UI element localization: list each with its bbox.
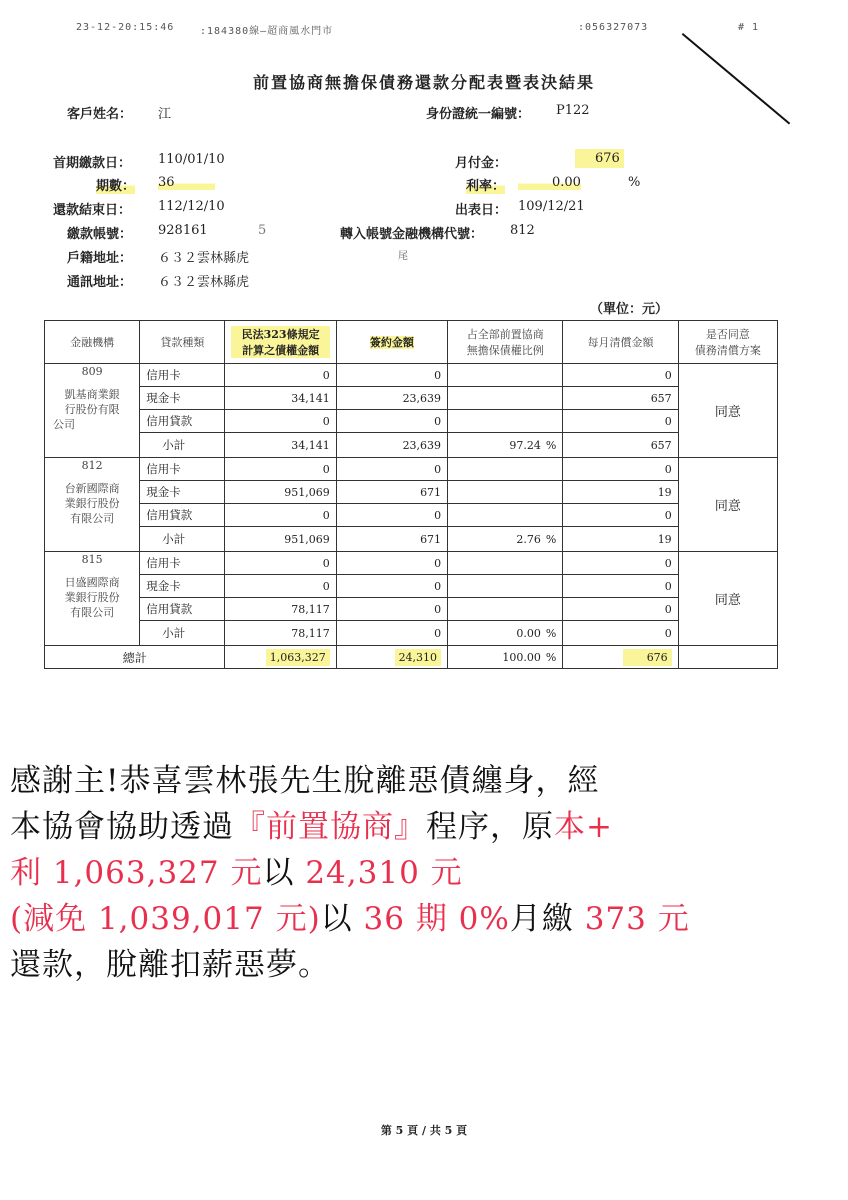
- loan-type: 信用貸款: [140, 410, 225, 433]
- loan-type: 信用卡: [140, 458, 225, 481]
- page-footer: 第 5 頁 / 共 5 頁: [380, 1124, 468, 1137]
- bank-name-line3: 有限公司: [70, 512, 115, 525]
- agree-status: 同意: [678, 458, 777, 552]
- subtotal-agreed: 671: [336, 527, 447, 552]
- subtotal-label: 小計: [140, 621, 225, 646]
- table-row: [45, 481, 778, 504]
- monthly-amount: 0: [563, 410, 678, 433]
- repayment-end-value: 112/12/10: [158, 199, 225, 214]
- fax-number: :056327073: [578, 22, 649, 33]
- client-name-label: 客戶姓名：: [67, 107, 133, 122]
- claim-amount: 0: [225, 364, 336, 387]
- bank-cell-815: [45, 552, 140, 646]
- header-agreed-amount: [336, 321, 447, 364]
- total-monthly-cell: [563, 646, 678, 669]
- ratio-empty: [448, 575, 563, 598]
- percent-sign: %: [545, 532, 557, 546]
- bank-code: 815: [81, 553, 103, 566]
- total-agreed: 24,310: [395, 649, 442, 666]
- agreed-amount: 0: [336, 598, 447, 621]
- ratio-value: 0.00: [516, 626, 541, 640]
- table-row: [45, 575, 778, 598]
- ratio-value: 100.00: [502, 650, 541, 664]
- document-title: 前置協商無擔保債務還款分配表暨表決結果: [252, 73, 595, 92]
- bank-name-line2: 業銀行股份: [64, 591, 120, 604]
- issue-date-value: 109/12/21: [518, 199, 585, 214]
- caption-text: 程序，原: [426, 809, 554, 845]
- monthly-payment-label: 月付金：: [455, 156, 508, 171]
- ratio-empty: [448, 387, 563, 410]
- monthly-payment-value: 676: [575, 149, 624, 168]
- interest-rate-value: 0.00: [518, 175, 581, 190]
- ratio-empty: [448, 598, 563, 621]
- claim-amount: 951,069: [225, 481, 336, 504]
- periods-label: 期數：: [96, 175, 135, 194]
- table-header-row: [45, 321, 778, 364]
- agreed-amount: 0: [336, 364, 447, 387]
- loan-type: 信用卡: [140, 364, 225, 387]
- subtotal-row: [45, 527, 778, 552]
- caption-highlight: 24,310 元: [294, 855, 463, 891]
- caption-text: 以: [262, 855, 295, 891]
- header-bank: 金融機構: [45, 321, 140, 364]
- bank-name-line1: 日盛國際商: [64, 576, 120, 589]
- total-agreed-cell: [336, 646, 447, 669]
- subtotal-label: 小計: [140, 527, 225, 552]
- header-claim-line2: 計算之債權金額: [231, 342, 329, 358]
- subtotal-row: [45, 621, 778, 646]
- subtotal-monthly: 657: [563, 433, 678, 458]
- bank-name-line2: 業銀行股份: [64, 497, 120, 510]
- fax-page: # 1: [738, 22, 760, 33]
- bank-cell-812: [45, 458, 140, 552]
- total-label: 總計: [45, 646, 225, 669]
- monthly-amount: 657: [563, 387, 678, 410]
- mailing-address-label: 通訊地址：: [67, 275, 133, 290]
- unit-note: （單位：元）: [590, 302, 669, 317]
- monthly-amount: 19: [563, 481, 678, 504]
- header-agree: [678, 321, 777, 364]
- loan-type: 信用卡: [140, 552, 225, 575]
- bank-code: 812: [81, 459, 103, 472]
- first-payment-label: 首期繳款日：: [53, 156, 132, 171]
- loan-type: 現金卡: [140, 387, 225, 410]
- header-claim-amount: [225, 321, 336, 364]
- fax-datetime: 23-12-20:15:46: [76, 22, 175, 33]
- caption-line-1: [10, 758, 810, 804]
- caption-line-2: [10, 804, 810, 850]
- subtotal-monthly: 19: [563, 527, 678, 552]
- debt-distribution-table: [44, 320, 778, 669]
- table-row: [45, 387, 778, 410]
- mailing-address-value: ６３２雲林縣虎: [158, 275, 250, 290]
- table-row: [45, 598, 778, 621]
- subtotal-agreed: 23,639: [336, 433, 447, 458]
- agreed-amount: 0: [336, 410, 447, 433]
- domicile-address-tail: 尾: [398, 251, 408, 262]
- caption-text: 月繳: [509, 901, 574, 937]
- bank-name-line2: 行股份有限: [64, 403, 120, 416]
- loan-type: 現金卡: [140, 575, 225, 598]
- loan-type: 信用貸款: [140, 504, 225, 527]
- table-row: [45, 364, 778, 387]
- account-label: 繳款帳號：: [67, 227, 133, 242]
- monthly-amount: 0: [563, 364, 678, 387]
- agreed-amount: 0: [336, 458, 447, 481]
- caption-text: 本協會協助透過: [10, 809, 234, 845]
- bank-name-line1: 台新國際商: [64, 482, 120, 495]
- bank-name-line1: 凱基商業銀: [64, 388, 120, 401]
- claim-amount: 0: [225, 458, 336, 481]
- total-agree-empty: [678, 646, 777, 669]
- ratio-empty: [448, 458, 563, 481]
- ratio-value: 97.24: [509, 438, 541, 452]
- domicile-address-label: 戶籍地址：: [67, 251, 133, 266]
- total-ratio: [448, 646, 563, 669]
- first-payment-value: 110/01/10: [158, 152, 225, 167]
- loan-type: 現金卡: [140, 481, 225, 504]
- percent-sign: %: [545, 650, 557, 664]
- header-ratio: [448, 321, 563, 364]
- monthly-amount: 0: [563, 458, 678, 481]
- bank-code-value: 812: [510, 223, 535, 238]
- client-name-value: 江: [158, 107, 172, 122]
- table-row: [45, 410, 778, 433]
- table-row: [45, 504, 778, 527]
- subtotal-claim: 34,141: [225, 433, 336, 458]
- ratio-empty: [448, 504, 563, 527]
- header-claim-line1: 民法323條規定: [231, 326, 329, 342]
- subtotal-monthly: 0: [563, 621, 678, 646]
- agreed-amount: 671: [336, 481, 447, 504]
- claim-amount: 0: [225, 504, 336, 527]
- ratio-value: 2.76: [516, 532, 541, 546]
- ratio-empty: [448, 481, 563, 504]
- total-monthly: 676: [623, 649, 672, 666]
- claim-amount: 0: [225, 410, 336, 433]
- ratio-empty: [448, 552, 563, 575]
- account-tail: 5: [258, 223, 267, 238]
- monthly-amount: 0: [563, 552, 678, 575]
- account-value: 928161: [158, 223, 208, 238]
- ratio-empty: [448, 364, 563, 387]
- agree-status: 同意: [678, 552, 777, 646]
- loan-type: 信用貸款: [140, 598, 225, 621]
- ratio-empty: [448, 410, 563, 433]
- caption-highlight: 利 1,063,327 元: [10, 855, 263, 891]
- testimonial-caption: [10, 758, 810, 988]
- caption-highlight: 本+: [554, 809, 613, 845]
- percent-sign: %: [545, 438, 557, 452]
- subtotal-label: 小計: [140, 433, 225, 458]
- periods-value: 36: [158, 175, 215, 190]
- id-number-label: 身份證統一編號：: [426, 107, 531, 122]
- header-agree-line1: 是否同意: [705, 328, 750, 341]
- caption-text: 還款，脫離扣薪惡夢。: [10, 947, 330, 983]
- bank-code-label: 轉入帳號金融機構代號：: [340, 227, 484, 242]
- subtotal-row: [45, 433, 778, 458]
- interest-rate-label: 利率：: [466, 175, 505, 194]
- claim-amount: 34,141: [225, 387, 336, 410]
- caption-highlight: 36 期 0%: [352, 901, 510, 937]
- interest-rate-unit: %: [628, 175, 641, 190]
- table-row: [45, 552, 778, 575]
- header-ratio-line1: 占全部前置協商: [466, 328, 544, 341]
- id-number-value: P122: [556, 103, 590, 118]
- caption-highlight: 『前置協商』: [234, 809, 426, 845]
- header-agree-line2: 債務清償方案: [694, 344, 761, 357]
- total-claim-cell: [225, 646, 336, 669]
- caption-line-3: [10, 850, 810, 896]
- total-claim: 1,063,327: [266, 649, 330, 666]
- monthly-amount: 0: [563, 504, 678, 527]
- subtotal-ratio: [448, 621, 563, 646]
- header-monthly: 每月清償金額: [563, 321, 678, 364]
- caption-line-5: [10, 942, 810, 988]
- bank-name-line3: 有限公司: [70, 606, 115, 619]
- header-ratio-line2: 無擔保債權比例: [466, 344, 544, 357]
- issue-date-label: 出表日：: [455, 203, 508, 218]
- header-agreed-text: 簽約金額: [369, 336, 414, 349]
- bank-name-line3: 公司: [53, 418, 75, 431]
- caption-text: 以: [320, 901, 353, 937]
- caption-highlight: 373 元: [573, 901, 690, 937]
- subtotal-claim: 78,117: [225, 621, 336, 646]
- agreed-amount: 23,639: [336, 387, 447, 410]
- agreed-amount: 0: [336, 504, 447, 527]
- subtotal-ratio: [448, 433, 563, 458]
- claim-amount: 0: [225, 552, 336, 575]
- monthly-amount: 0: [563, 598, 678, 621]
- bank-code: 809: [81, 365, 103, 378]
- agreed-amount: 0: [336, 552, 447, 575]
- claim-amount: 78,117: [225, 598, 336, 621]
- table-row: [45, 458, 778, 481]
- caption-highlight: (減免 1,039,017 元): [10, 901, 321, 937]
- monthly-amount: 0: [563, 575, 678, 598]
- subtotal-claim: 951,069: [225, 527, 336, 552]
- total-row: [45, 646, 778, 669]
- subtotal-ratio: [448, 527, 563, 552]
- subtotal-agreed: 0: [336, 621, 447, 646]
- repayment-end-label: 還款結束日：: [53, 203, 132, 218]
- domicile-address-value: ６３２雲林縣虎: [158, 251, 250, 266]
- caption-line-4: [10, 896, 810, 942]
- header-loan-type: 貸款種類: [140, 321, 225, 364]
- fax-sender: :184380線—超商風水門市: [200, 26, 334, 37]
- percent-sign: %: [545, 626, 557, 640]
- agree-status: 同意: [678, 364, 777, 458]
- claim-amount: 0: [225, 575, 336, 598]
- caption-text: 感謝主!恭喜雲林張先生脫離惡債纏身，經: [10, 763, 600, 799]
- bank-cell-809: [45, 364, 140, 458]
- agreed-amount: 0: [336, 575, 447, 598]
